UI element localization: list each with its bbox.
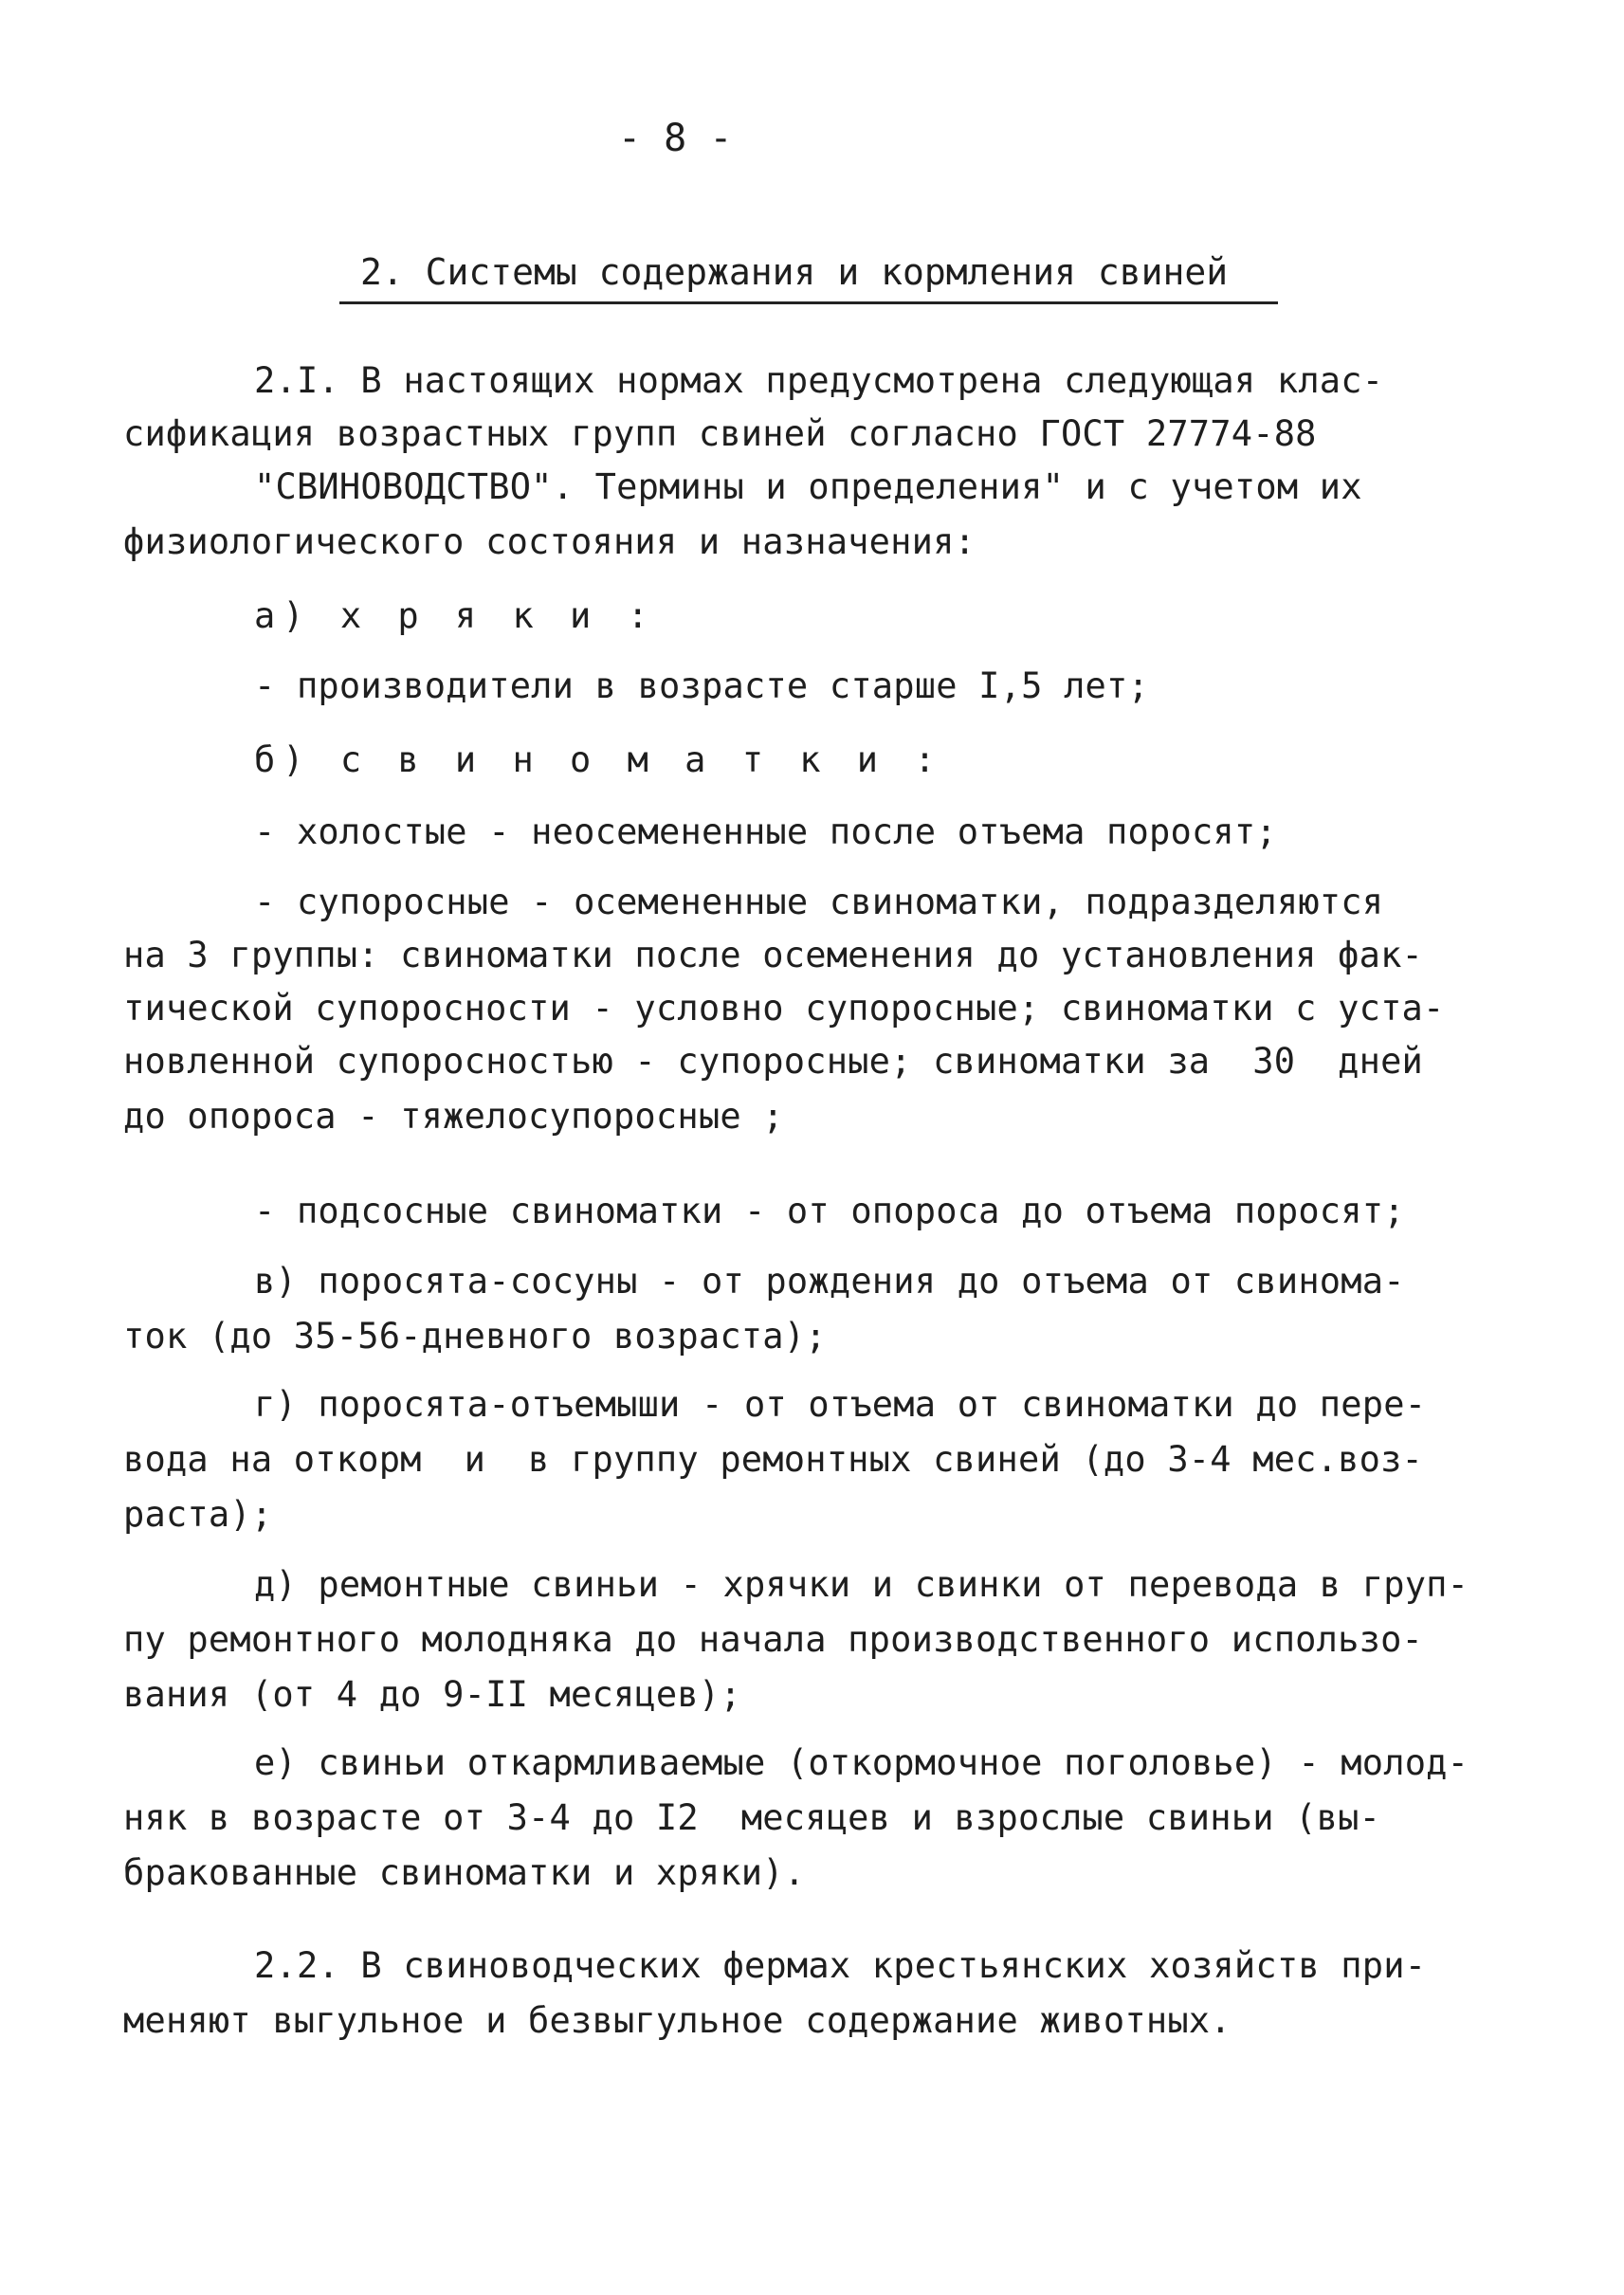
paragraph-2-1-line-1: 2.I. В настоящих нормах предусмотрена следующая клас- [254, 360, 1384, 401]
page-number: - 8 - [618, 117, 733, 160]
item-d-line-1: д) ремонтные свиньи - хрячки и свинки от перевода в груп- [254, 1564, 1469, 1605]
item-b-line-1: - холостые - неосемененные после отъема поросят; [254, 811, 1277, 852]
item-g-line-3: раста); [123, 1494, 273, 1535]
item-v-line-1: в) поросята-сосуны - от рождения до отъема от свинома- [254, 1261, 1405, 1302]
paragraph-2-1-line-4: физиологического состояния и назначения: [123, 521, 976, 562]
item-b-2-line-4: новленной супоросностью - супоросные; свиноматки за 30 дней [123, 1041, 1424, 1082]
paragraph-2-2-line-1: 2.2. В свиноводческих фермах крестьянских хозяйств при- [254, 1945, 1427, 1986]
item-b-2-line-3: тической супоросности - условно супоросные; свиноматки с уста- [123, 988, 1445, 1029]
paragraph-2-2-line-2: меняют выгульное и безвыгульное содержание животных. [123, 2000, 1232, 2041]
item-e-line-3: бракованные свиноматки и хряки). [123, 1852, 806, 1893]
item-b-3-line-1: - подсосные свиноматки - от опороса до отъема поросят; [254, 1191, 1405, 1231]
item-b-2-line-1: - супоросные - осемененные свиноматки, подразделяются [254, 882, 1384, 922]
item-b-2-line-2: на 3 группы: свиноматки после осеменения до установления фак- [123, 935, 1424, 975]
item-d-line-3: вания (от 4 до 9-II месяцев); [123, 1674, 741, 1715]
item-a-line-1: - производители в возрасте старше I,5 лет; [254, 665, 1149, 706]
paragraph-2-1-line-2: сификация возрастных групп свиней согласно ГОСТ 27774-88 [123, 413, 1317, 454]
item-e-line-1: е) свиньи откармливаемые (откормочное поголовье) - молод- [254, 1742, 1469, 1783]
item-g-line-2: вода на откорм и в группу ремонтных свиней (до 3-4 мес.воз- [123, 1439, 1424, 1480]
item-b-2-line-5: до опороса - тяжелосупоросные ; [123, 1096, 784, 1137]
section-title: 2. Системы содержания и кормления свиней [360, 251, 1229, 293]
paragraph-2-1-line-3: "СВИНОВОДСТВО". Термины и определения" и с учетом их [254, 466, 1362, 507]
section-title-underline [339, 301, 1278, 304]
item-b-label: б) с в и н о м а т к и : [254, 739, 943, 780]
item-e-line-2: няк в возрасте от 3-4 до I2 месяцев и взрослые свиньи (вы- [123, 1797, 1381, 1838]
item-a-label: а) х р я к и : [254, 595, 656, 636]
item-d-line-2: пу ремонтного молодняка до начала производственного использо- [123, 1619, 1424, 1660]
item-g-line-1: г) поросята-отъемыши - от отъема от свиноматки до пере- [254, 1384, 1427, 1425]
item-v-line-2: ток (до 35-56-дневного возраста); [123, 1316, 827, 1357]
